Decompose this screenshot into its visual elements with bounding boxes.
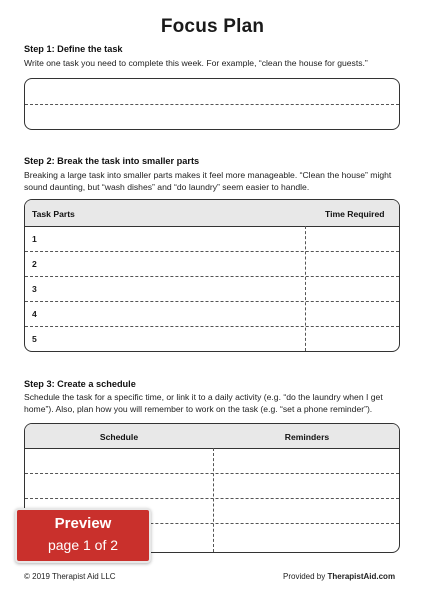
- column-header-reminders: Reminders: [284, 432, 330, 442]
- task-parts-table-header: [25, 200, 399, 227]
- preview-page-count: page 1 of 2: [47, 537, 119, 553]
- row-divider: [25, 301, 399, 302]
- step3-heading: Step 3: Create a schedule: [24, 379, 136, 389]
- step2-description: Breaking a large task into smaller parts makes it feel more manageable. “Clean the house” might sound daunting, but “wash dishes” and “do laundry” seem easier to handle.: [24, 170, 392, 192]
- row-number: 3: [32, 284, 37, 294]
- schedule-table-header: [25, 424, 399, 449]
- row-divider: [25, 276, 399, 277]
- row-number: 1: [32, 234, 37, 244]
- step3-description: Schedule the task for a specific time, or link it to a daily activity (e.g. “do the laundry when I get home”). Also, plan how you will remember to work on the task (e.g. “set a phone reminder”).: [24, 392, 383, 414]
- column-header-time-required: Time Required: [325, 209, 385, 219]
- footer-provided-by: [283, 572, 395, 581]
- preview-badge: [15, 508, 151, 563]
- footer-provided-by-text: Provided by: [283, 572, 326, 581]
- row-divider: [25, 251, 399, 252]
- task-definition-box[interactable]: [24, 78, 400, 130]
- column-divider: [305, 226, 306, 351]
- preview-label: Preview: [54, 515, 112, 532]
- footer-brand-link[interactable]: TherapistAid.com: [327, 572, 396, 581]
- writing-line: [25, 104, 399, 105]
- step1-description: Write one task you need to complete this week. For example, “clean the house for guests.”: [24, 58, 368, 68]
- task-parts-table: [24, 199, 400, 352]
- row-divider: [25, 326, 399, 327]
- column-header-schedule: Schedule: [99, 432, 139, 442]
- row-number: 5: [32, 334, 37, 344]
- step1-heading: Step 1: Define the task: [24, 44, 123, 54]
- row-number: 2: [32, 259, 37, 269]
- footer-copyright: © 2019 Therapist Aid LLC: [24, 572, 116, 581]
- row-number: 4: [32, 309, 37, 319]
- column-header-task-parts: Task Parts: [32, 209, 75, 219]
- page-title: Focus Plan: [160, 16, 265, 37]
- column-divider: [213, 448, 214, 552]
- row-divider: [25, 498, 399, 499]
- row-divider: [25, 473, 399, 474]
- step2-heading: Step 2: Break the task into smaller parts: [24, 156, 200, 166]
